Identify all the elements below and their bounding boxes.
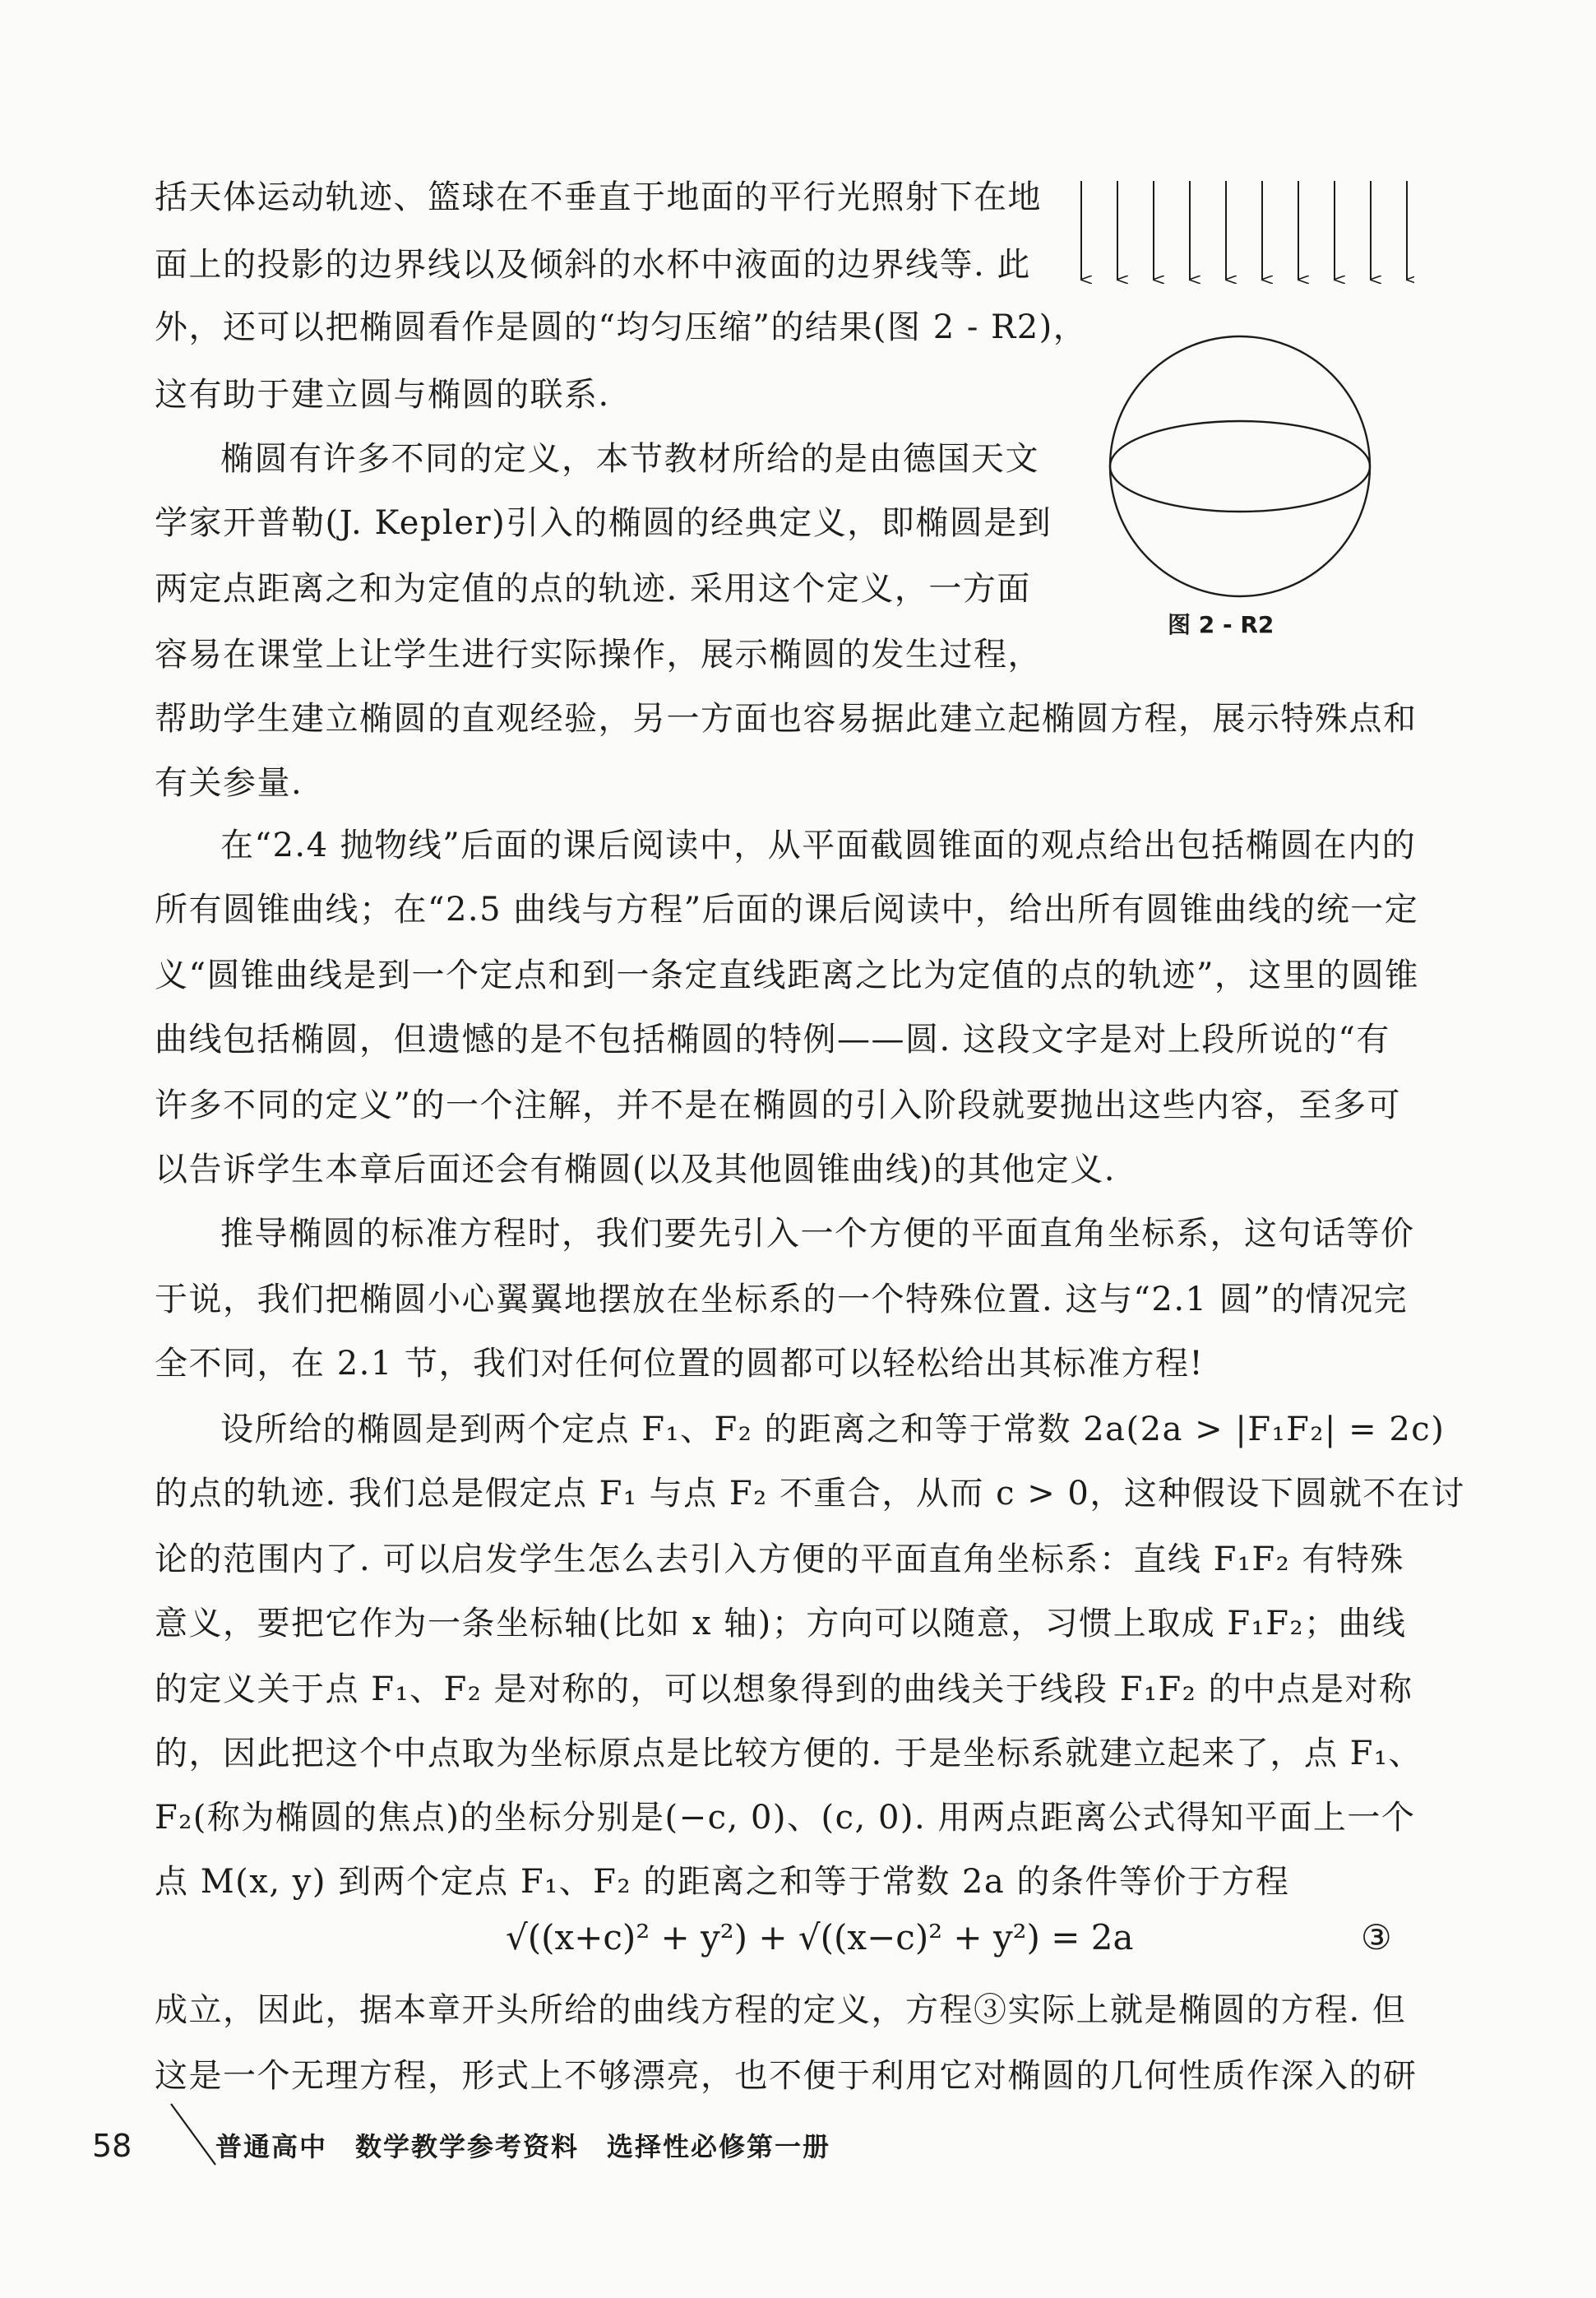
ellipse-projection [1110,421,1370,512]
figure-2-r2 [1069,173,1414,666]
sphere-outline [1110,336,1370,596]
text-line: F₂(称为椭圆的焦点)的坐标分别是(−c, 0)、(c, 0). 用两点距离公式得知平面上一个 [155,1799,1416,1837]
text-line: 以告诉学生本章后面还会有椭圆(以及其他圆锥曲线)的其他定义. [155,1151,1116,1188]
text-line: 这是一个无理方程，形式上不够漂亮，也不便于利用它对椭圆的几何性质作深入的研 [155,2057,1418,2095]
figure-caption: 图 2 - R2 [1168,611,1274,638]
footer-divider [164,2097,222,2171]
text-line: 论的范围内了. 可以启发学生怎么去引入方便的平面直角坐标系：直线 F₁F₂ 有特殊 [155,1540,1404,1578]
text-line: 所有圆锥曲线；在“2.5 曲线与方程”后面的课后阅读中，给出所有圆锥曲线的统一定 [155,891,1419,929]
text-line: 在“2.4 抛物线”后面的课后阅读中，从平面截圆锥面的观点给出包括椭圆在内的 [220,827,1417,864]
text-line: 义“圆锥曲线是到一个定点和到一条定直线距离之比为定值的点的轨迹”，这里的圆锥 [155,957,1419,994]
text-line: 两定点距离之和为定值的点的轨迹. 采用这个定义，一方面 [155,570,1031,608]
text-line: 的点的轨迹. 我们总是假定点 F₁ 与点 F₂ 不重合，从而 c > 0，这种假设下圆就不在讨 [155,1475,1465,1513]
text-line: 外，还可以把椭圆看作是圆的“均匀压缩”的结果(图 2 - R2)， [155,308,1088,346]
text-line: 意义，要把它作为一条坐标轴(比如 x 轴)；方向可以随意，习惯上取成 F₁F₂；曲线 [155,1605,1407,1642]
text-line: 的定义关于点 F₁、F₂ 是对称的，可以想象得到的曲线关于线段 F₁F₂ 的中点是对称 [155,1670,1413,1708]
text-line: 设所给的椭圆是到两个定点 F₁、F₂ 的距离之和等于常数 2a(2a > |F₁F₂| = 2c) [220,1411,1446,1448]
text-line: 容易在课堂上让学生进行实际操作，展示椭圆的发生过程， [155,636,1042,674]
text-line: 的，因此把这个中点取为坐标原点是比较方便的. 于是坐标系就建立起来了，点 F₁、 [155,1735,1423,1772]
text-line: 成立，因此，据本章开头所给的曲线方程的定义，方程③实际上就是椭圆的方程. 但 [155,1991,1407,2029]
text-line: 全不同，在 2.1 节，我们对任何位置的圆都可以轻松给出其标准方程! [155,1345,1205,1383]
figure-drawing [1069,173,1414,666]
text-line: 面上的投影的边界线以及倾斜的水杯中液面的边界线等. 此 [155,246,1031,284]
text-line: 帮助学生建立椭圆的直观经验，另一方面也容易据此建立起椭圆方程，展示特殊点和 [155,700,1418,738]
text-line: 曲线包括椭圆，但遗憾的是不包括椭圆的特例——圆. 这段文字是对上段所说的“有 [155,1021,1390,1059]
light-arrows [1081,181,1407,280]
equation-3: √((x+c)² + y²) + √((x−c)² + y²) = 2a [506,1917,1134,1957]
equation-number: ③ [1361,1917,1392,1957]
text-line: 于说，我们把椭圆小心翼翼地摆放在坐标系的一个特殊位置. 这与“2.1 圆”的情况完 [155,1281,1409,1318]
text-line: 这有助于建立圆与椭圆的联系. [155,376,610,414]
text-line: 学家开普勒(J. Kepler)引入的椭圆的经典定义，即椭圆是到 [155,504,1052,542]
text-line: 括天体运动轨迹、篮球在不垂直于地面的平行光照射下在地 [155,178,1042,216]
page-number: 58 [92,2128,132,2164]
text-line: 点 M(x, y) 到两个定点 F₁、F₂ 的距离之和等于常数 2a 的条件等价于方程 [155,1863,1290,1901]
book-title: 普通高中 数学教学参考资料 选择性必修第一册 [215,2131,831,2162]
text-line: 许多不同的定义”的一个注解，并不是在椭圆的引入阶段就要抛出这些内容，至多可 [155,1086,1401,1124]
text-line: 推导椭圆的标准方程时，我们要先引入一个方便的平面直角坐标系，这句话等价 [220,1215,1415,1253]
text-line: 有关参量. [155,764,303,802]
text-line: 椭圆有许多不同的定义，本节教材所给的是由德国天文 [220,440,1039,478]
